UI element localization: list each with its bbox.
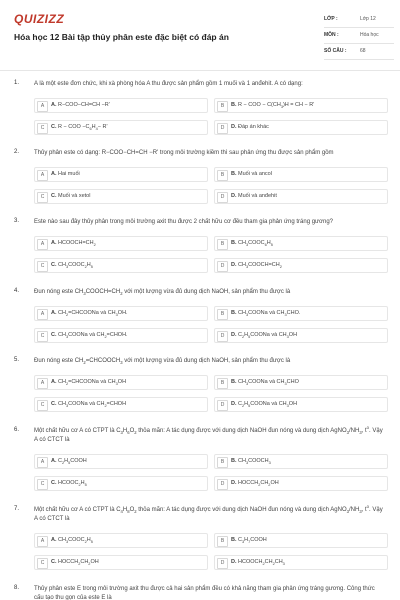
option-body: Muối và anđehit	[238, 193, 277, 199]
quizizz-logo: QUIZIZZ	[14, 12, 65, 26]
answer-option-a[interactable]	[34, 167, 208, 182]
question-text: Đun nóng este $CH_2=CHCOOCH_3$ với một lượng vừa đủ dung dịch NaOH, sản phẩm thu được là	[34, 358, 291, 366]
option-letter-badge: A	[37, 309, 48, 320]
option-label: A.	[51, 102, 59, 108]
option-letter-badge: A	[37, 101, 48, 112]
question-number: 5.	[14, 357, 20, 363]
option-text	[231, 123, 269, 132]
option-label: B.	[231, 102, 239, 108]
option-label: B.	[231, 537, 239, 543]
option-label: D.	[231, 262, 239, 268]
answer-option-b[interactable]	[214, 375, 388, 390]
answer-option-b[interactable]	[214, 306, 388, 321]
option-label: C.	[51, 480, 59, 486]
option-letter-badge: A	[37, 457, 48, 468]
option-label: A.	[51, 537, 59, 543]
answer-option-d[interactable]	[214, 555, 388, 570]
answer-option-c[interactable]	[34, 476, 208, 491]
meta-row-subject	[324, 28, 394, 44]
option-body: $HOCCH_2CH_2OH$	[238, 480, 279, 488]
meta-value: Hóa học	[360, 32, 379, 38]
option-letter-badge: B	[217, 309, 228, 320]
option-letter-badge: C	[37, 331, 48, 342]
option-letter-badge: B	[217, 457, 228, 468]
option-label: D.	[231, 124, 239, 130]
option-body: $CH_2=CHCOONa$ và $CH_3OH$.	[58, 310, 128, 318]
option-label: C.	[51, 332, 59, 338]
option-letter-badge: A	[37, 536, 48, 547]
meta-box	[324, 12, 394, 60]
option-letter-badge: A	[37, 170, 48, 181]
question-text: Một chất hữu cơ A có CTPT là $C_4H_8O_2$ thỏa mãn: A tác dụng được với dung dịch NaOH đun nóng và dung dịch $AgNO_3/NH_3$, $t^o$. Vậy A có CTCT là	[34, 504, 383, 522]
option-text	[231, 101, 314, 110]
option-letter-badge: C	[37, 400, 48, 411]
answer-option-c[interactable]	[34, 189, 208, 204]
question-text: Thủy phân este E trong môi trường axit thu được cả hai sản phẩm đều có khả năng tham gia phản ứng tráng gương. Công thức cấu tạo thu gọn của este E là	[34, 586, 375, 600]
answer-option-a[interactable]	[34, 306, 208, 321]
option-body: $C_2H_5COONa$ và $CH_3OH$	[238, 332, 298, 340]
answer-option-b[interactable]	[214, 533, 388, 548]
option-text	[51, 123, 108, 132]
option-text	[231, 192, 277, 201]
option-letter-badge: D	[217, 400, 228, 411]
option-body: $HCOOCH=CH_2$	[58, 240, 96, 248]
answer-option-c[interactable]	[34, 328, 208, 343]
option-body: $HCOOC_2H_5$	[58, 480, 87, 488]
option-text	[51, 261, 93, 270]
option-body: $HCOOCH_2CH_2CH_3$	[238, 559, 285, 567]
answer-option-d[interactable]	[214, 328, 388, 343]
option-text	[51, 479, 87, 488]
option-text	[231, 331, 297, 340]
option-letter-badge: C	[37, 123, 48, 134]
answer-option-b[interactable]	[214, 167, 388, 182]
option-text	[231, 170, 272, 179]
option-label: B.	[231, 171, 239, 177]
option-body: Đáp án khác	[238, 124, 269, 130]
option-letter-badge: B	[217, 170, 228, 181]
option-body: $CH_3COONa$ và $CH_3CHO$.	[238, 310, 301, 318]
option-label: A.	[51, 240, 59, 246]
option-body: $CH_3COOC_2H_5$	[58, 262, 93, 270]
option-label: A.	[51, 379, 59, 385]
option-label: C.	[51, 262, 59, 268]
option-letter-badge: C	[37, 261, 48, 272]
option-letter-badge: B	[217, 101, 228, 112]
option-body: $CH_3COOC_2H_5$	[58, 537, 93, 545]
option-body: $CH_3COONa$ và $CH_2=CHOH$	[58, 401, 127, 409]
answer-option-d[interactable]	[214, 476, 388, 491]
option-label: A.	[51, 171, 59, 177]
option-letter-badge: B	[217, 239, 228, 250]
option-letter-badge: C	[37, 479, 48, 490]
option-letter-badge: D	[217, 479, 228, 490]
option-letter-badge: D	[217, 123, 228, 134]
meta-value: Lớp 12	[360, 16, 376, 22]
answer-option-c[interactable]	[34, 397, 208, 412]
answer-option-b[interactable]	[214, 98, 388, 113]
option-letter-badge: B	[217, 378, 228, 389]
option-label: C.	[51, 401, 59, 407]
option-body: $C_2H_5COONa$ và $CH_3OH$	[238, 401, 298, 409]
option-letter-badge: D	[217, 261, 228, 272]
option-text	[231, 479, 279, 488]
option-label: C.	[51, 193, 59, 199]
question-text: Một chất hữu cơ A có CTPT là $C_3H_6O_2$ thỏa mãn: A tác dụng được với dung dịch NaOH đun nóng và dung dịch $AgNO_3/NH_3$, $t^o$. Vậy A có CTCT là	[34, 425, 383, 443]
option-text	[51, 457, 87, 466]
answer-option-d[interactable]	[214, 120, 388, 135]
worksheet-header	[0, 0, 400, 70]
option-body: $HOCCH_2CH_2OH$	[58, 559, 99, 567]
option-label: D.	[231, 480, 239, 486]
meta-value: 68	[360, 48, 366, 54]
option-letter-badge: C	[37, 558, 48, 569]
option-text	[231, 239, 273, 248]
answer-option-a[interactable]	[34, 236, 208, 251]
question-text: Đun nóng este $CH_3COOCH=CH_2$ với một lượng vừa đủ dung dịch NaOH, sản phẩm thu được là	[34, 289, 291, 297]
question-number: 4.	[14, 288, 20, 294]
option-body: R − COO $-C_6H_4- R'$	[58, 124, 108, 132]
option-text	[51, 239, 96, 248]
option-label: D.	[231, 193, 239, 199]
option-text	[231, 558, 285, 567]
option-text	[231, 261, 282, 270]
answer-option-c[interactable]	[34, 555, 208, 570]
option-label: D.	[231, 401, 239, 407]
option-letter-badge: A	[37, 378, 48, 389]
meta-key: SỐ CÂU :	[324, 48, 347, 54]
question-text: Este nào sau đây thủy phân trong môi trường axit thu được 2 chất hữu cơ đều tham gia phản ứng tráng gương?	[34, 219, 333, 225]
option-text	[51, 400, 126, 409]
option-text	[51, 331, 128, 340]
option-body: $C_3H_7COOH$	[238, 537, 267, 545]
question-number: 7.	[14, 506, 20, 512]
option-body: $CH_3COOCH=CH_2$	[238, 262, 282, 270]
question-number: 8.	[14, 585, 20, 591]
question-text: Thủy phân este có dạng: R−COO−CH=CH −R' trong môi trường kiềm thì sau phản ứng thu được sản phẩm gồm	[34, 150, 334, 156]
option-label: D.	[231, 332, 239, 338]
answer-option-c[interactable]	[34, 258, 208, 273]
option-letter-badge: D	[217, 558, 228, 569]
option-letter-badge: B	[217, 536, 228, 547]
option-letter-badge: D	[217, 192, 228, 203]
option-letter-badge: A	[37, 239, 48, 250]
question-number: 1.	[14, 80, 20, 86]
option-text	[231, 457, 271, 466]
question-number: 6.	[14, 427, 20, 433]
option-body: R−COO−CH=CH −R'	[58, 102, 110, 108]
option-body: $CH_3COONa$ và $CH_3CHO$	[238, 379, 299, 387]
option-label: A.	[51, 310, 59, 316]
option-body: Muối và ancol	[238, 171, 272, 177]
option-letter-badge: D	[217, 331, 228, 342]
page-title: Hóa học 12 Bài tập thủy phân este đặc biệt có đáp án	[14, 32, 229, 42]
answer-option-d[interactable]	[214, 189, 388, 204]
option-body: $C_2H_5COOH$	[58, 458, 87, 466]
option-label: C.	[51, 124, 59, 130]
option-text	[51, 101, 110, 110]
option-text	[231, 378, 299, 387]
meta-row-grade	[324, 12, 394, 28]
option-text	[231, 309, 300, 318]
option-text	[51, 170, 80, 179]
option-text	[51, 558, 99, 567]
meta-key: MÔN :	[324, 32, 339, 38]
question-number: 2.	[14, 149, 20, 155]
answer-option-a[interactable]	[34, 375, 208, 390]
meta-row-count	[324, 44, 394, 60]
question-text: A là một este đơn chức, khi xà phòng hóa A thu được sản phẩm gồm 1 muối và 1 anđehit. A có dạng:	[34, 81, 303, 87]
option-body: Muối và xetol	[58, 193, 91, 199]
option-body: $CH_3COOCH_3$	[238, 458, 271, 466]
meta-key: LỚP :	[324, 16, 338, 22]
answer-option-a[interactable]	[34, 98, 208, 113]
option-body: $CH_3COOC_6H_5$	[238, 240, 273, 248]
option-text	[51, 309, 128, 318]
option-label: C.	[51, 559, 59, 565]
option-text	[51, 378, 126, 387]
option-label: B.	[231, 310, 239, 316]
option-label: D.	[231, 559, 239, 565]
option-text	[231, 400, 297, 409]
answer-option-c[interactable]	[34, 120, 208, 135]
option-body: R − COO − $C(CH_3)H$ = CH − R'	[238, 102, 315, 110]
header-divider	[0, 70, 400, 71]
option-text	[231, 536, 267, 545]
answer-option-a[interactable]	[34, 533, 208, 548]
answer-option-b[interactable]	[214, 454, 388, 469]
answer-option-d[interactable]	[214, 258, 388, 273]
option-letter-badge: C	[37, 192, 48, 203]
option-label: B.	[231, 458, 239, 464]
answer-option-b[interactable]	[214, 236, 388, 251]
option-body: $CH_3COONa$ và $CH_2=CHOH$.	[58, 332, 128, 340]
option-label: A.	[51, 458, 59, 464]
question-number: 3.	[14, 218, 20, 224]
option-label: B.	[231, 379, 239, 385]
option-text	[51, 192, 90, 201]
answer-option-a[interactable]	[34, 454, 208, 469]
answer-option-d[interactable]	[214, 397, 388, 412]
option-text	[51, 536, 93, 545]
option-body: $CH_2=CHCOONa$ và $CH_3OH$	[58, 379, 127, 387]
option-body: Hai muối	[58, 171, 80, 177]
option-label: B.	[231, 240, 239, 246]
